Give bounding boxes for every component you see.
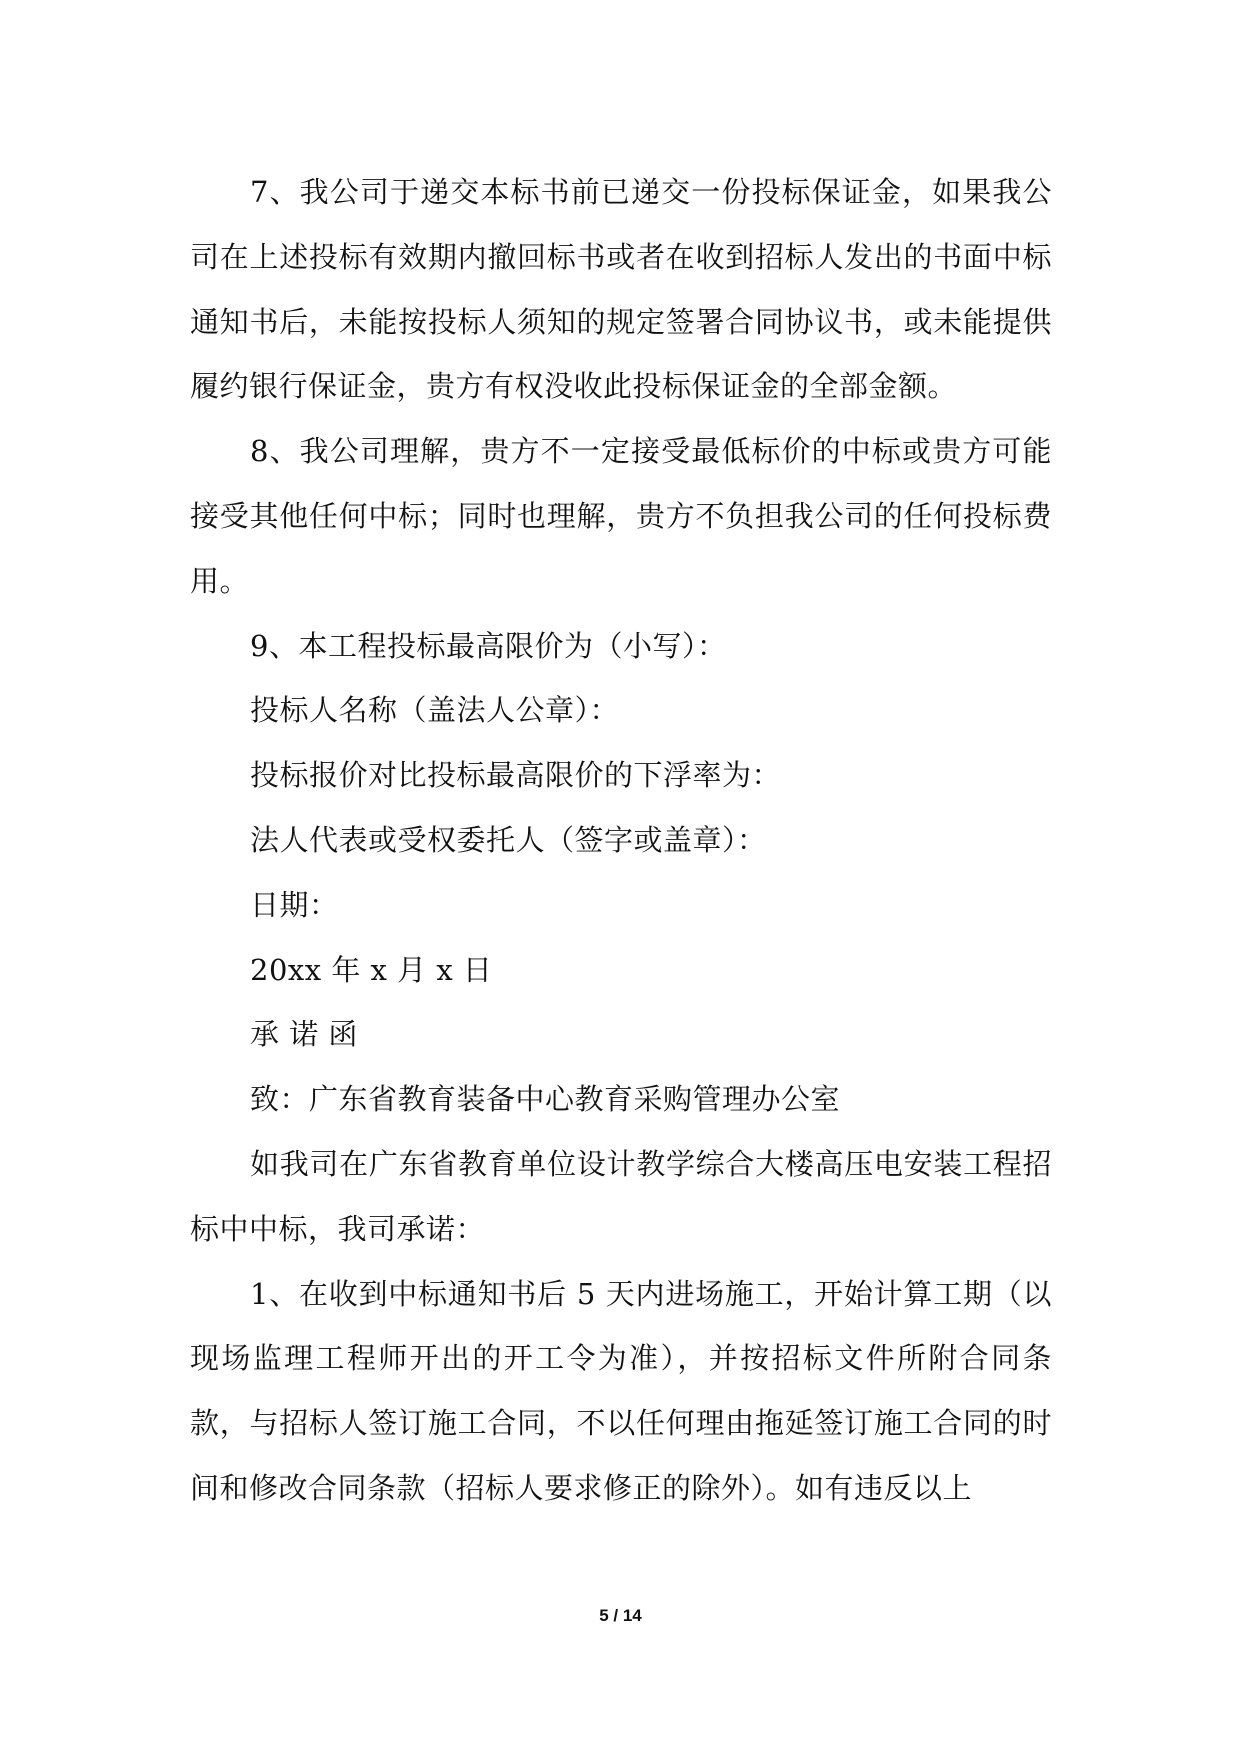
bidder-name-line: 投标人名称（盖法人公章）：	[250, 693, 620, 728]
discount-rate-line: 投标报价对比投标最高限价的下浮率为：	[250, 758, 782, 793]
paragraph-item-9: 9、本工程投标最高限价为（小写）：	[250, 628, 727, 663]
legal-representative-line: 法人代表或受权委托人（签字或盖章）：	[250, 822, 767, 857]
paragraph-item-7: 7、我公司于递交本标书前已递交一份投标保证金，如果我公司在上述投标有效期内撤回标书或者在收到招标人发出的书面中标通知书后，未能按投标人须知的规定签署合同协议书，或未能提供履约银行保证金，贵方有权没收此投标保证金的全部金额。	[190, 175, 1052, 404]
page-number: 5 / 14	[599, 1606, 642, 1625]
paragraph-item-8: 8、我公司理解，贵方不一定接受最低标价的中标或贵方可能接受其他任何中标；同时也理解，贵方不负担我公司的任何投标费用。	[190, 434, 1052, 598]
commitment-item-1: 1、在收到中标通知书后 5 天内进场施工，开始计算工期（以现场监理工程师开出的开工令为准），并按招标文件所附合同条款，与招标人签订施工合同，不以任何理由拖延签订施工合同的时间和修改合同条款（招标人要求修正的除外）。如有违反以上	[190, 1276, 1052, 1505]
date-value: 20xx 年 x 月 x 日	[250, 952, 493, 987]
letter-title: 承 诺 函	[250, 1017, 358, 1052]
document-body	[190, 160, 1052, 1521]
date-label: 日期：	[250, 887, 339, 922]
commitment-intro: 如我司在广东省教育单位设计教学综合大楼高压电安装工程招标中中标，我司承诺：	[190, 1146, 1052, 1246]
addressee-line: 致：广东省教育装备中心教育采购管理办公室	[250, 1082, 841, 1117]
